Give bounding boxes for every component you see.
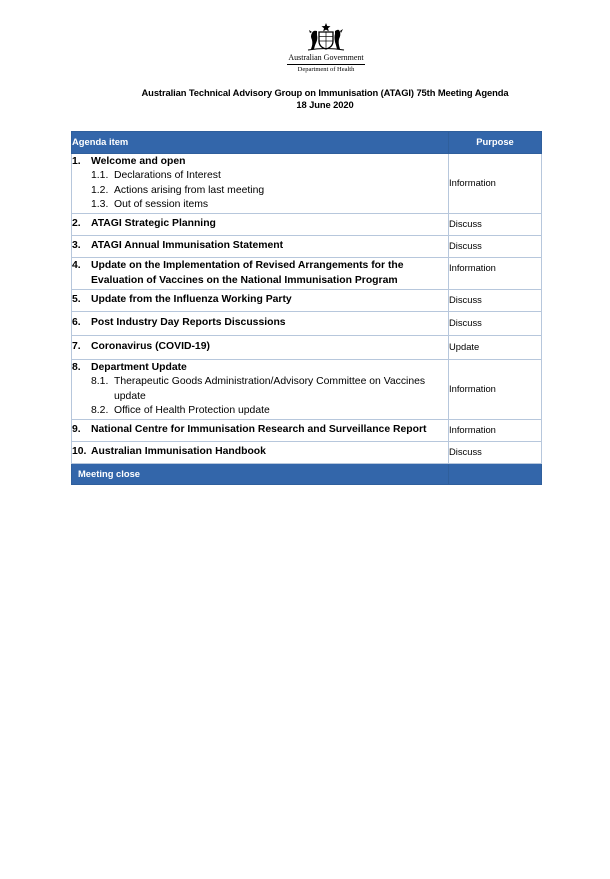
agenda-item-cell [72, 360, 449, 420]
item-title: ATAGI Annual Immunisation Statement [91, 240, 284, 252]
government-name: Australian Government [288, 53, 364, 62]
purpose-cell: Discuss [449, 214, 542, 236]
sub-item-number: 1.1. [91, 170, 109, 181]
coat-of-arms-icon [304, 22, 348, 52]
agenda-item-cell [72, 442, 449, 464]
agenda-row-1 [72, 154, 542, 214]
title-line: Australian Technical Advisory Group on Immunisation (ATAGI) 75th Meeting Agenda [141, 87, 509, 98]
item-number: 8. [72, 361, 81, 373]
purpose-cell: Information [449, 420, 542, 442]
department-name: Department of Health [297, 66, 355, 73]
meeting-close-label: Meeting close [72, 464, 449, 485]
agenda-row-8 [72, 360, 542, 420]
meeting-close-row [72, 464, 542, 485]
purpose-cell: Update [449, 336, 542, 360]
purpose-cell: Discuss [449, 312, 542, 336]
agenda-item-cell [72, 290, 449, 312]
purpose-cell: Discuss [449, 290, 542, 312]
agenda-item-cell [72, 236, 449, 258]
purpose-cell: Discuss [449, 442, 542, 464]
government-logo [283, 22, 369, 74]
item-title: Update on the Implementation of Revised Arrangements for the Evaluation of Vaccines on the National Immunisation Program [91, 260, 404, 286]
document-title [60, 87, 590, 111]
agenda-item-cell [72, 214, 449, 236]
agenda-row-7 [72, 336, 542, 360]
agenda-row-6 [72, 312, 542, 336]
purpose-cell: Information [449, 258, 542, 290]
sub-item-number: 1.2. [91, 184, 109, 196]
item-title: Australian Immunisation Handbook [91, 446, 266, 458]
agenda-item-cell [72, 154, 449, 214]
item-title: Update from the Influenza Working Party [91, 294, 292, 306]
agenda-item-cell [72, 258, 449, 290]
meeting-date: 18 June 2020 [296, 99, 354, 110]
item-title: Post Industry Day Reports Discussions [91, 317, 286, 329]
logo-divider [287, 64, 365, 65]
item-title: National Centre for Immunisation Research and Surveillance Report [91, 424, 427, 436]
sub-item-title: Declarations of Interest [114, 170, 221, 181]
agenda-item-cell [72, 336, 449, 360]
agenda-row-2 [72, 214, 542, 236]
purpose-cell: Information [449, 154, 542, 214]
agenda-item-cell [72, 312, 449, 336]
sub-item-title: Actions arising from last meeting [114, 184, 265, 196]
agenda-item-cell [72, 420, 449, 442]
agenda-row-5 [72, 290, 542, 312]
agenda-table [71, 131, 542, 485]
sub-item-number: 8.2. [91, 405, 109, 416]
purpose-cell: Discuss [449, 236, 542, 258]
item-number: 10. [72, 446, 87, 458]
agenda-row-9 [72, 420, 542, 442]
item-title: Coronavirus (COVID-19) [91, 341, 210, 353]
column-header-agenda-item: Agenda item [72, 132, 449, 154]
agenda-row-4 [72, 258, 542, 290]
item-title: ATAGI Strategic Planning [91, 218, 216, 230]
sub-item-title: Office of Health Protection update [114, 405, 270, 416]
meeting-close-purpose [449, 464, 542, 485]
item-number: 5. [72, 294, 81, 306]
item-title: Welcome and open [91, 155, 186, 167]
column-header-purpose: Purpose [449, 132, 542, 154]
agenda-row-3 [72, 236, 542, 258]
item-number: 4. [72, 260, 81, 271]
item-number: 9. [72, 424, 81, 436]
agenda-row-10 [72, 442, 542, 464]
purpose-cell: Information [449, 360, 542, 420]
item-number: 3. [72, 240, 81, 252]
sub-item-title: Out of session items [114, 199, 209, 210]
item-number: 7. [72, 341, 81, 353]
table-header-row [72, 132, 542, 154]
sub-item-number: 1.3. [91, 199, 109, 210]
item-title: Department Update [91, 361, 187, 373]
sub-item-title: Therapeutic Goods Administration/Advisory Committee on Vaccines update [114, 376, 426, 402]
item-number: 1. [72, 155, 81, 167]
sub-item-number: 8.1. [91, 376, 109, 387]
item-number: 2. [72, 218, 81, 230]
item-number: 6. [72, 317, 81, 329]
